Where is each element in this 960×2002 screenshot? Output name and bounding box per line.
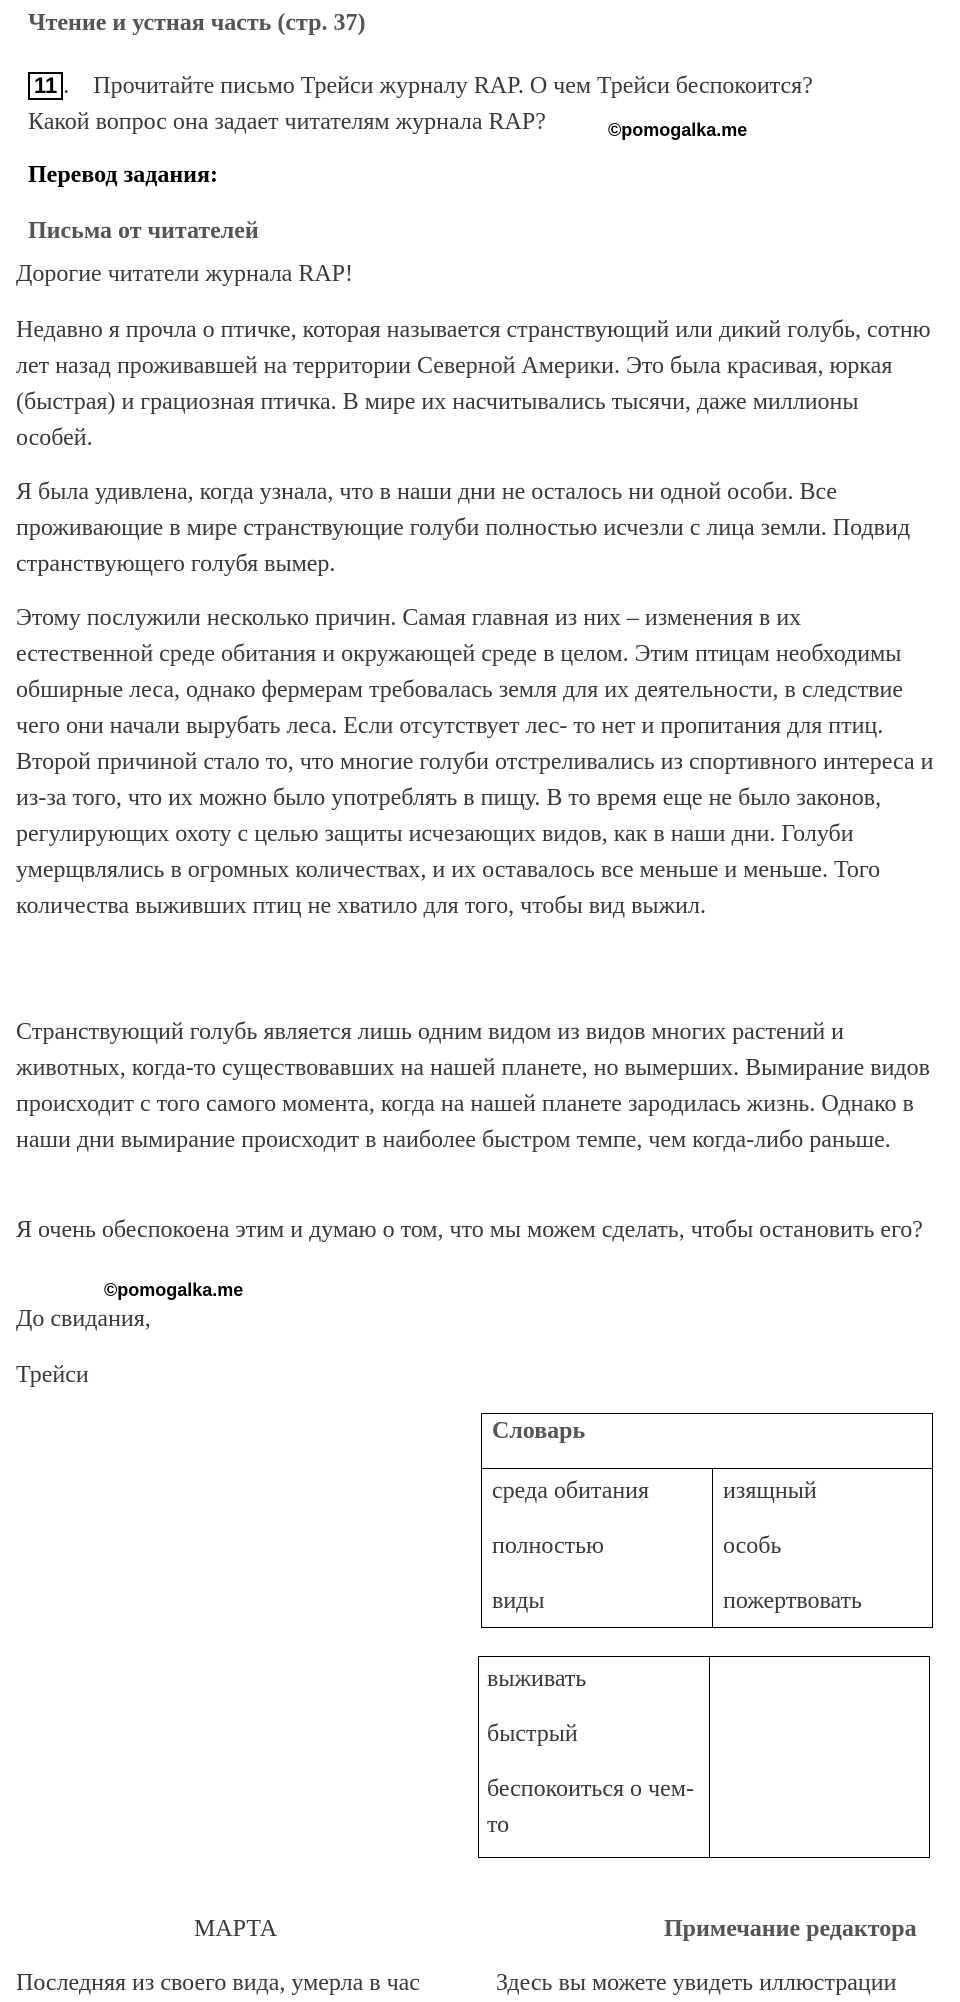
- translation-heading: Перевод задания:: [28, 162, 218, 188]
- paragraph-4: Странствующий голубь является лишь одним видом из видов многих растений и животных, когда-то существовавших на нашей планете, но вымерших. Вымирание видов происходит с того самого момента, когда на нашей планете зародилась жизнь. Однако в наши дни вымирание происходит в наиболее быстром темпе, чем когда-либо раньше.: [16, 1019, 930, 1153]
- footer-marta: МАРТА: [194, 1916, 278, 1942]
- vocabulary-table: [481, 1413, 933, 1628]
- watermark-top: ©pomogalka.me: [608, 120, 748, 140]
- footer-left-text: Последняя из своего вида, умерла в час: [16, 1970, 420, 1996]
- vocab-word: быстрый: [487, 1721, 578, 1747]
- letters-heading: Письма от читателей: [28, 218, 259, 244]
- vocab-word: особь: [723, 1533, 782, 1559]
- task-block: [28, 68, 948, 140]
- task-dot: .: [63, 73, 70, 99]
- vocabulary-right-column: [713, 1469, 933, 1628]
- vocab-word: изящный: [723, 1478, 817, 1504]
- greeting: Дорогие читатели журнала RAP!: [16, 261, 353, 287]
- vocab-word: выживать: [487, 1666, 587, 1692]
- paragraph-2: Я была удивлена, когда узнала, что в наши дни не осталось ни одной особи. Все проживающие в мире странствующие голуби полностью исчезли с лица земли. Подвид странствующего голубя вымер.: [16, 479, 911, 577]
- closing: До свидания,: [16, 1306, 151, 1332]
- paragraph-5: Я очень обеспокоена этим и думаю о том, что мы можем сделать, чтобы остановить его?: [16, 1217, 923, 1243]
- section-title: Чтение и устная часть (стр. 37): [28, 10, 366, 36]
- vocab-word: среда обитания: [492, 1478, 650, 1504]
- footer-right-text: Здесь вы можете увидеть иллюстрации: [496, 1970, 897, 1996]
- signature: Трейси: [16, 1362, 89, 1388]
- vocab-word: пожертвовать: [723, 1588, 862, 1614]
- vocab-word: полностью: [492, 1533, 604, 1559]
- vocab-word: виды: [492, 1588, 545, 1614]
- vocabulary-extra-column: [487, 1661, 697, 1843]
- task-text-line1: Прочитайте письмо Трейси журналу RAP. О чем Трейси беспокоится?: [93, 73, 813, 99]
- vocabulary-extra-table: [478, 1656, 930, 1858]
- vocab-word: беспокоиться о чем-то: [487, 1776, 694, 1838]
- vocabulary-title: Словарь: [482, 1414, 933, 1469]
- watermark-bottom: ©pomogalka.me: [104, 1280, 244, 1300]
- paragraph-3: Этому послужили несколько причин. Самая главная из них – изменения в их естественной среде обитания и окружающей среде в целом. Этим птицам необходимы обширные леса, однако фермерам требовалась земля для их деятельности, в следствие чего они начали вырубать леса. Если отсутствует лес- то нет и пропитания для птиц. Второй причиной стало то, что многие голуби отстреливались из спортивного интереса и из-за того, что их можно было употреблять в пищу. В то время еще не было законов, регулирующих охоту с целью защиты исчезающих видов, как в наши дни. Голуби умерщвлялись в огромных количествах, и их оставалось все меньше и меньше. Того количества выживших птиц не хватило для того, чтобы вид выжил.: [16, 605, 934, 919]
- editor-note-heading: Примечание редактора: [664, 1916, 917, 1942]
- task-number: 11: [28, 72, 63, 100]
- vocabulary-left-column: [482, 1469, 713, 1628]
- column-divider: [709, 1657, 710, 1857]
- task-text-line2: Какой вопрос она задает читателям журнала RAP?: [28, 109, 546, 135]
- paragraph-1: Недавно я прочла о птичке, которая называется странствующий или дикий голубь, сотню лет назад проживавшей на территории Северной Америки. Это была красивая, юркая (быстрая) и грациозная птичка. В мире их насчитывались тысячи, даже миллионы особей.: [16, 317, 931, 451]
